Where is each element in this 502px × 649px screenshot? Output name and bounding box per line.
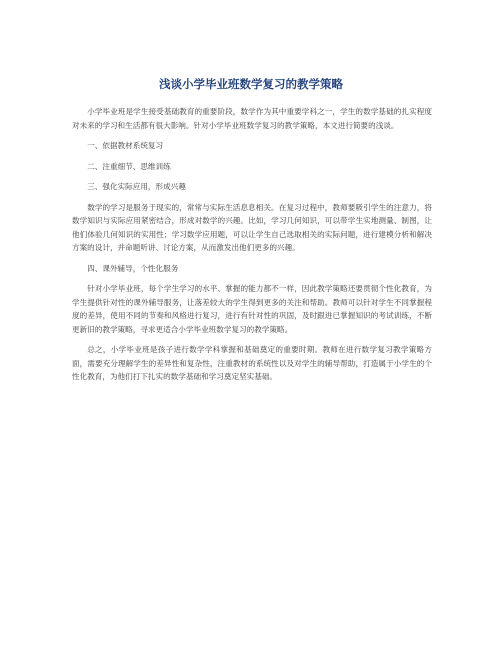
document-body <box>72 105 432 391</box>
section-3-paragraph: 数学的学习是服务于现实的，常常与实际生活息息相关。在复习过程中，教师要吸引学生的注意力，将数学知识与实际应用紧密结合，形成对数学的兴趣。比如，学习几何知识，可以带学生实地测量、制图，让他们体验几何知识的实用性；学习数学应用题，可以让学生自己选取相关的实际问题，进行建模分析和解决方案的设计，并命题听讲、讨论方案，从而激发出他们更多的兴趣。 <box>72 202 432 252</box>
section-heading-2: 二、注重细节、思维训练 <box>87 161 171 171</box>
section-heading-4: 四、课外辅导，个性化服务 <box>87 263 179 273</box>
section-4-paragraph: 针对小学毕业班，每个学生学习的水平、掌握的能力都不一样，因此教学策略还要贯彻个性化教育，为学生提供针对性的课外辅导服务，让落差较大的学生得到更多的关注和帮助。教师可以针对学生不同掌握程度的差异，使用不同的节奏和风格进行复习，进行有针对性的巩固，及时跟进已掌握知识的考试训练，不断更新旧的教学策略，寻求更适合小学毕业班数学复习的教学策略。 <box>72 284 432 334</box>
intro-paragraph: 小学毕业班是学生接受基础教育的重要阶段，数学作为其中重要学科之一，学生的数学基础的扎实程度对未来的学习和生活都有很大影响。针对小学毕业班数学复习的教学策略，本文进行简要的浅谈。 <box>72 107 432 130</box>
section-heading-3: 三、强化实际应用，形成兴趣 <box>87 182 186 191</box>
document-title: 浅谈小学毕业班数学复习的教学策略 <box>159 77 343 91</box>
conclusion-paragraph: 总之，小学毕业班是孩子进行数学学科掌握和基础奠定的重要时期。教师在进行数学复习教学策略方面，需要充分理解学生的差异性和复杂性，注重教材的系统性以及对学生的辅导帮助，打造属于小学生的个性化教育，为他们打下扎实的数学基础和学习奠定坚实基础。 <box>72 345 432 381</box>
section-heading-1: 一、依据教材系统复习 <box>87 141 164 150</box>
